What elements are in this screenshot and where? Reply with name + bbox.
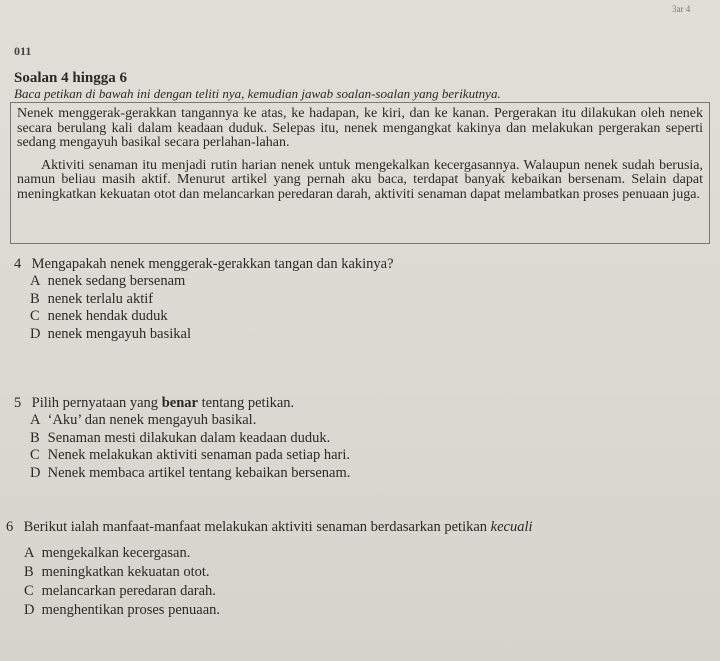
passage-paragraph-2: Aktiviti senaman itu menjadi rutin harian nenek untuk mengekalkan kecergasannya. Walaupun nenek sudah berusia, namun beliau masih aktif. Menurut artikel yang pernah aku baca, terdapat banyak kebaikan bersenam. Selain dapat meningkatkan kekuatan otot dan melancarkan peredaran darah, aktiviti senaman dapat melambatkan proses penuaan juga. [17,157,703,202]
option-list [24,544,533,620]
option-text: meningkatkan kekuatan otot. [41,564,210,580]
option-text: mengekalkan kecergasan. [41,545,191,561]
question-emphasis: benar [161,395,198,411]
question-emphasis: kecuali [490,519,533,535]
option-letter: A [30,412,41,428]
option-letter: A [24,545,35,561]
question-text: Berikut ialah manfaat-manfaat melakukan aktiviti senaman berdasarkan petikan [23,519,491,535]
instruction-text: Baca petikan di bawah ini dengan teliti nya, kemudian jawab soalan-soalan yang berikutnya. [14,86,501,101]
option-a[interactable] [30,273,394,291]
option-text: Nenek membaca artikel tentang kebaikan bersenam. [47,464,351,481]
option-d[interactable] [24,601,533,620]
option-text: ‘Aku’ dan nenek mengayuh basikal. [47,412,257,428]
option-text: nenek mengayuh basikal [47,325,191,342]
option-letter: D [24,602,35,618]
option-text: menghentikan proses penuaan. [41,602,221,618]
option-letter: D [30,464,41,481]
question-5 [14,395,350,482]
option-letter: D [30,325,41,342]
option-d[interactable] [30,326,394,344]
option-letter: B [24,564,34,580]
option-text: nenek hendak duduk [47,308,168,324]
question-stem [14,256,394,273]
option-letter: B [30,429,40,446]
corner-mark: 3ar 4 [672,4,691,14]
passage-box [10,102,710,244]
question-stem [6,519,533,536]
option-letter: C [30,308,40,324]
option-a[interactable] [30,412,350,430]
question-number: 4 [14,256,22,272]
question-stem [14,395,350,412]
page-code: 011 [14,44,32,58]
option-a[interactable] [24,544,533,563]
option-text: melancarkan peredaran darah. [41,583,216,599]
option-b[interactable] [24,563,533,582]
option-c[interactable] [30,447,350,465]
option-text: Senaman mesti dilakukan dalam keadaan duduk. [47,429,331,446]
question-text: Pilih pernyataan yang [31,395,162,411]
option-letter: A [30,273,41,289]
option-letter: C [30,447,40,463]
question-number: 5 [14,395,22,411]
question-number: 6 [6,519,14,535]
option-text: nenek terlalu aktif [47,290,154,307]
question-text-end: tentang petikan. [197,395,295,411]
option-c[interactable] [24,582,533,601]
question-4 [14,256,394,343]
option-letter: C [24,583,34,599]
section-title: Soalan 4 hingga 6 [14,70,127,86]
option-letter: B [30,290,40,307]
option-list [30,412,350,482]
option-b[interactable] [30,430,350,448]
option-b[interactable] [30,291,394,309]
option-text: Nenek melakukan aktiviti senaman pada setiap hari. [47,447,351,463]
option-list [30,273,394,343]
option-d[interactable] [30,465,350,483]
option-c[interactable] [30,308,394,326]
passage-paragraph-1: Nenek menggerak-gerakkan tangannya ke atas, ke hadapan, ke kiri, dan ke kanan. Pergerakan itu dilakukan oleh nenek secara berulang kali dalam keadaan duduk. Selepas itu, nenek mengangkat kakinya dan melakukan pergerakan seperti sedang mengayuh basikal secara perlahan-lahan. [17,106,703,150]
question-text: Mengapakah nenek menggerak-gerakkan tangan dan kakinya? [31,256,394,272]
question-6 [6,519,533,620]
option-text: nenek sedang bersenam [47,273,186,289]
